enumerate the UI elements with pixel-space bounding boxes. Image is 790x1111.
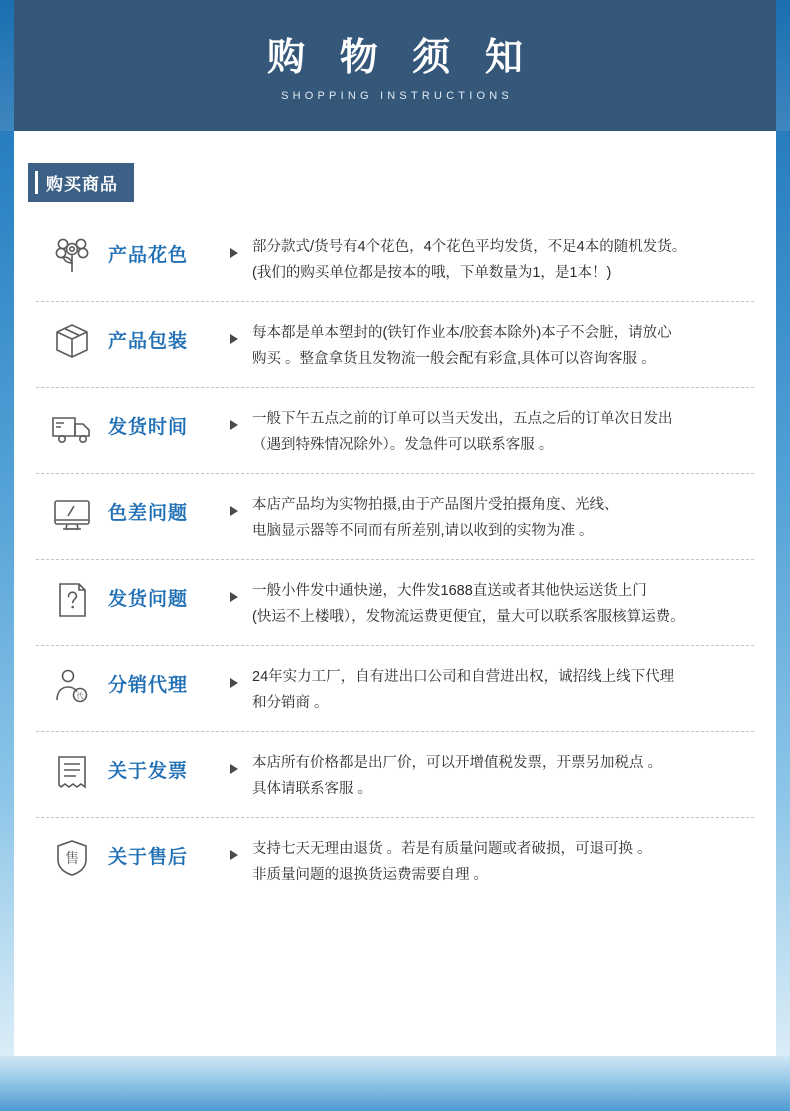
arrow-icon [230, 832, 252, 860]
list-item-text-line: 24年实力工厂，自有进出口公司和自营进出权，诚招线上线下代理 [252, 669, 675, 685]
list-item [36, 216, 754, 302]
list-item-text-line: 支持七天无理由退货 。若是有质量问题或者破损，可退可换 。 [252, 841, 652, 857]
list-item-label: 产品花色 [108, 245, 189, 266]
header-banner [0, 0, 790, 131]
banner-left-stripe [0, 0, 14, 131]
box-icon [36, 316, 108, 366]
invoice-icon [36, 746, 108, 796]
flower-icon [36, 230, 108, 280]
list-item-label: 发货时间 [108, 417, 189, 438]
list-item-text-line: (我们的购买单位都是按本的哦，下单数量为1，是1本！) [252, 265, 612, 281]
list-item-text-line: 一般下午五点之前的订单可以当天发出，五点之后的订单次日发出 [252, 411, 673, 427]
section-heading-purchase: 购买商品 [28, 163, 134, 202]
list-item [36, 646, 754, 732]
list-item [36, 560, 754, 646]
list-item-text-line: 本店所有价格都是出厂价，可以开增值税发票，开票另加税点 。 [252, 755, 663, 771]
list-item-label: 产品包装 [108, 331, 189, 352]
list-item [36, 732, 754, 818]
arrow-icon [230, 488, 252, 516]
arrow-icon [230, 746, 252, 774]
list-item-text-line: 购买 。整盒拿货且发物流一般会配有彩盒,具体可以咨询客服 。 [252, 351, 656, 367]
arrow-icon [230, 230, 252, 258]
bottom-gradient [0, 1056, 790, 1111]
arrow-icon [230, 316, 252, 344]
list-item [36, 388, 754, 474]
list-item-text-line: 部分款式/货号有4个花色，4个花色平均发货，不足4本的随机发货。 [252, 239, 687, 255]
question-document-icon [36, 574, 108, 624]
arrow-icon [230, 402, 252, 430]
list-item-label: 发货问题 [108, 589, 189, 610]
content-card [14, 131, 776, 1056]
list-item-text-line: 电脑显示器等不同而有所差别,请以收到的实物为准 。 [252, 523, 594, 539]
list-item-label: 关于发票 [108, 761, 189, 782]
page-subtitle: SHOPPING INSTRUCTIONS [281, 89, 513, 102]
after-sale-shield-icon [36, 832, 108, 882]
truck-icon [36, 402, 108, 452]
list-item-text-line: （遇到特殊情况除外）。发急件可以联系客服 。 [252, 437, 554, 453]
list-item-text-line: 非质量问题的退换货运费需要自理 。 [252, 867, 489, 883]
list-item-text [252, 488, 754, 544]
list-item [36, 474, 754, 560]
list-item-text-line: 一般小件发中通快递，大件发1688直送或者其他快运送货上门 [252, 583, 647, 599]
list-item [36, 302, 754, 388]
list-item-text-line: (快运不上楼哦），发物流运费更便宜，量大可以联系客服核算运费。 [252, 609, 685, 625]
page-title: 购 物 须 知 [267, 37, 535, 79]
agent-person-icon [36, 660, 108, 710]
list-item-label: 分销代理 [108, 675, 189, 696]
list-item-text [252, 316, 754, 372]
list-item [36, 818, 754, 903]
list-item-text [252, 746, 754, 802]
monitor-icon [36, 488, 108, 538]
banner-right-stripe [776, 0, 790, 131]
list-item-text [252, 230, 754, 286]
list-item-text-line: 具体请联系客服 。 [252, 781, 373, 797]
list-item-label: 关于售后 [108, 847, 189, 868]
list-item-text [252, 574, 754, 630]
arrow-icon [230, 660, 252, 688]
svg-text:售: 售 [65, 850, 79, 866]
arrow-icon [230, 574, 252, 602]
list-item-text-line: 每本都是单本塑封的(铁钉作业本/胶套本除外)本子不会脏，请放心 [252, 325, 672, 341]
instruction-list [36, 216, 754, 903]
list-item-text [252, 832, 754, 888]
svg-text:代: 代 [76, 693, 84, 700]
list-item-text [252, 660, 754, 716]
list-item-text [252, 402, 754, 458]
list-item-text-line: 和分销商 。 [252, 695, 329, 711]
list-item-label: 色差问题 [108, 503, 189, 524]
list-item-text-line: 本店产品均为实物拍摄,由于产品图片受拍摄角度、光线、 [252, 497, 619, 513]
